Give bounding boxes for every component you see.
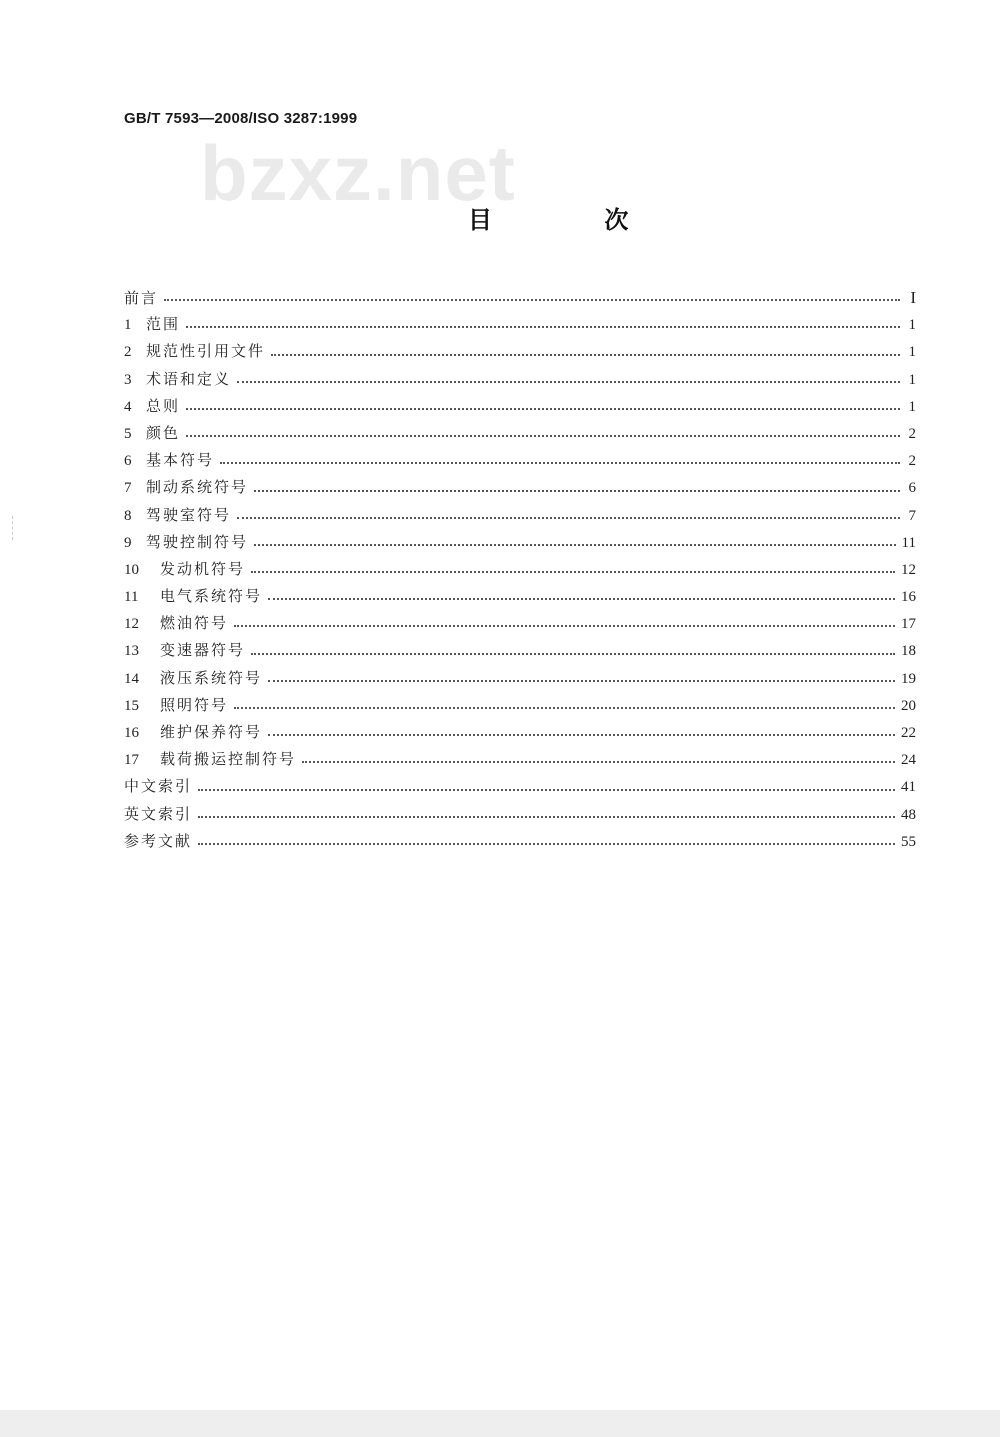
toc-entry[interactable] (124, 583, 916, 610)
toc-entry-page: 2 (908, 453, 916, 470)
toc-entry-page: 1 (908, 371, 916, 388)
toc-entry-number: 6 (124, 453, 132, 470)
toc-entry[interactable] (124, 447, 916, 474)
dot-leader (198, 789, 895, 791)
toc-entry-number: 11 (124, 589, 139, 606)
toc-entry-label: 载荷搬运控制符号 (160, 750, 297, 769)
toc-entry-page: 2 (908, 425, 916, 442)
toc-entry-number: 13 (124, 643, 139, 660)
toc-entry[interactable] (124, 284, 916, 311)
dot-leader (268, 598, 895, 600)
dot-leader (198, 843, 895, 845)
watermark: bzxz.net (200, 129, 516, 217)
toc-entry-number: 1 (124, 317, 132, 334)
dot-leader (251, 653, 895, 655)
toc-entry-page: 55 (901, 833, 916, 850)
toc-entry-page: 48 (901, 806, 916, 823)
dot-leader (234, 625, 895, 627)
toc-entry-label: 总则 (146, 396, 181, 415)
toc-entry[interactable] (124, 746, 916, 773)
toc-entry-page: 7 (908, 507, 916, 524)
toc-entry-page: 16 (901, 589, 916, 606)
toc-entry-label: 发动机符号 (160, 559, 246, 578)
binding-edge-marks (12, 516, 15, 540)
toc-entry[interactable] (124, 801, 916, 828)
toc-entry-label: 燃油符号 (160, 614, 229, 633)
toc-entry-page: 24 (901, 752, 916, 769)
toc-entry-number: 16 (124, 725, 139, 741)
toc-entry[interactable] (124, 719, 916, 746)
toc-entry-label: 液压系统符号 (160, 668, 263, 687)
toc-entry-page: 22 (901, 725, 916, 741)
toc-entry-label: 电气系统符号 (160, 587, 263, 606)
toc-entry[interactable] (124, 474, 916, 501)
dot-leader (254, 544, 896, 546)
toc-entry-label: 中文索引 (124, 777, 193, 796)
toc-entry-page: 41 (901, 779, 916, 796)
toc-entry-label: 英文索引 (124, 804, 193, 823)
dot-leader (254, 490, 900, 492)
toc-entry-label: 变速器符号 (160, 641, 246, 660)
toc-entry[interactable] (124, 366, 916, 393)
dot-leader (234, 707, 895, 709)
toc-entry-label: 驾驶控制符号 (146, 532, 249, 551)
toc-entry-number: 8 (124, 507, 132, 524)
dot-leader (251, 571, 895, 573)
toc-entry[interactable] (124, 311, 916, 338)
toc-entry-label: 维护保养符号 (160, 723, 263, 741)
table-of-contents (124, 284, 916, 855)
toc-entry-label: 颜色 (146, 423, 181, 442)
toc-entry-page: 6 (908, 480, 916, 497)
toc-entry-number: 14 (124, 670, 139, 687)
toc-entry-label: 前言 (124, 289, 159, 307)
toc-entry-label: 参考文献 (124, 831, 193, 850)
toc-entry-number: 17 (124, 752, 139, 769)
dot-leader (302, 761, 895, 763)
toc-entry-number: 2 (124, 344, 132, 361)
toc-entry-label: 基本符号 (146, 451, 215, 470)
toc-entry-number: 7 (124, 480, 132, 497)
dot-leader (186, 408, 900, 410)
toc-entry-label: 制动系统符号 (146, 478, 249, 497)
toc-entry-label: 规范性引用文件 (146, 342, 266, 361)
toc-entry-page: 19 (901, 670, 916, 687)
toc-entry[interactable] (124, 692, 916, 719)
toc-entry-number: 12 (124, 616, 139, 633)
toc-entry-page: 12 (901, 561, 916, 578)
toc-entry[interactable] (124, 828, 916, 855)
toc-entry-number: 5 (124, 425, 132, 442)
toc-entry[interactable] (124, 393, 916, 420)
toc-entry-page: 11 (901, 534, 916, 551)
toc-entry-number: 15 (124, 697, 139, 714)
toc-entry-page: 20 (901, 697, 916, 714)
toc-entry-number: 10 (124, 561, 139, 578)
toc-entry-number: 4 (124, 398, 132, 415)
toc-entry-page: I (910, 288, 916, 307)
toc-entry-label: 驾驶室符号 (146, 505, 232, 524)
toc-entry-number: 9 (124, 534, 132, 551)
toc-entry[interactable] (124, 665, 916, 692)
toc-entry[interactable] (124, 773, 916, 800)
page-title: 目 次 (468, 206, 681, 234)
toc-entry[interactable] (124, 556, 916, 583)
dot-leader (237, 517, 900, 519)
toc-entry-label: 照明符号 (160, 695, 229, 714)
dot-leader (268, 734, 895, 736)
document-header: GB/T 7593—2008/ISO 3287:1999 (124, 110, 358, 127)
dot-leader (237, 381, 900, 383)
toc-entry-page: 1 (908, 344, 916, 361)
toc-entry[interactable] (124, 420, 916, 447)
dot-leader (271, 354, 900, 356)
toc-entry-page: 1 (908, 317, 916, 334)
toc-entry[interactable] (124, 502, 916, 529)
toc-entry[interactable] (124, 637, 916, 664)
toc-entry[interactable] (124, 338, 916, 365)
dot-leader (198, 816, 895, 818)
dot-leader (186, 435, 900, 437)
dot-leader (220, 462, 900, 464)
toc-entry[interactable] (124, 529, 916, 556)
toc-entry-page: 17 (901, 616, 916, 633)
dot-leader (186, 326, 900, 328)
toc-entry-label: 范围 (146, 315, 181, 334)
toc-entry-label: 术语和定义 (146, 369, 232, 388)
toc-entry-page: 1 (908, 398, 916, 415)
page-bottom-strip (0, 1410, 1000, 1437)
dot-leader (268, 680, 895, 682)
toc-entry-number: 3 (124, 371, 132, 388)
toc-entry[interactable] (124, 610, 916, 637)
toc-entry-page: 18 (901, 643, 916, 660)
dot-leader (164, 299, 900, 301)
